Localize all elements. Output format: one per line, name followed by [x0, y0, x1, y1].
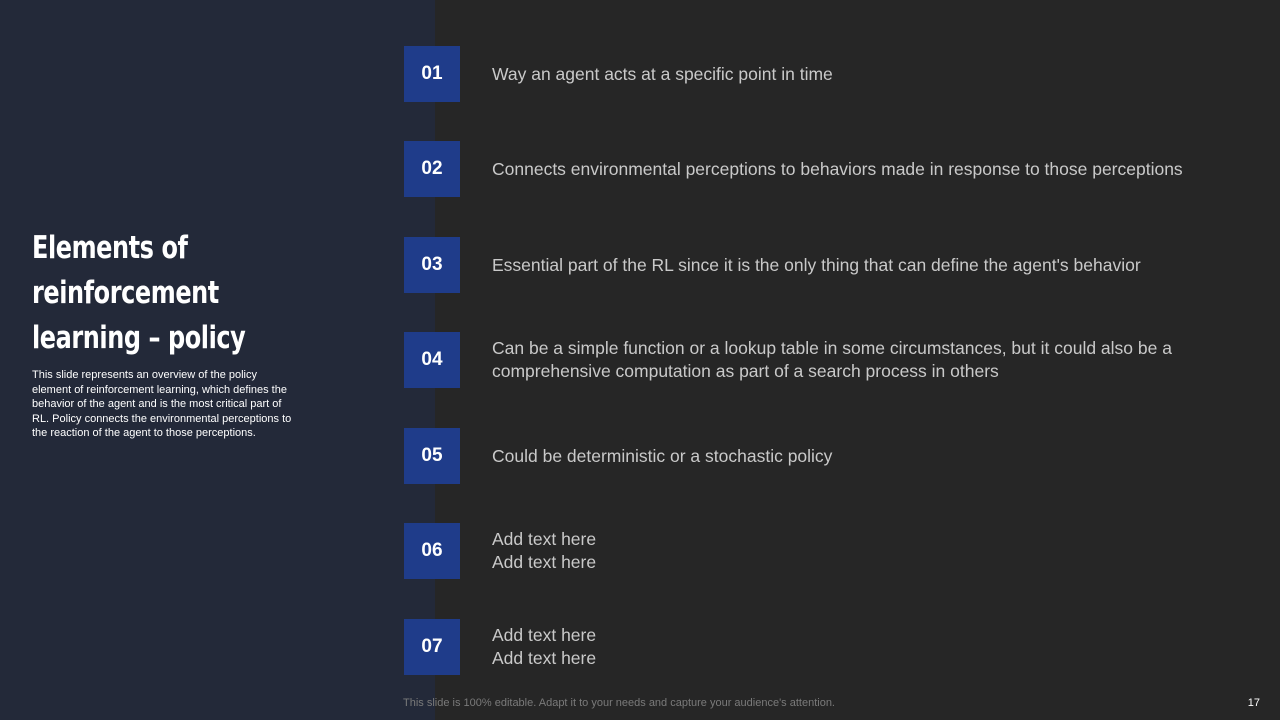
list-item — [404, 141, 1264, 197]
slide-title — [32, 226, 256, 361]
item-text-line: comprehensive computation as part of a search process in others — [492, 361, 999, 381]
item-text-line: Add text here — [492, 648, 597, 668]
number-badge: 01 — [404, 46, 460, 102]
title-line: learning – policy — [32, 320, 246, 356]
number-badge: 06 — [404, 523, 460, 579]
list-item — [404, 46, 1264, 102]
title-line: Elements of — [32, 230, 188, 266]
item-text-line: Add text here — [492, 552, 597, 572]
item-text-line: Add text here — [492, 625, 597, 645]
item-text-line: Way an agent acts at a specific point in time — [492, 63, 833, 84]
number-badge: 07 — [404, 619, 460, 675]
number-badge: 04 — [404, 332, 460, 388]
item-text — [492, 237, 1252, 293]
number-badge: 02 — [404, 141, 460, 197]
number-badge: 05 — [404, 428, 460, 484]
list-item — [404, 619, 1264, 675]
footer-note: This slide is 100% editable. Adapt it to your needs and capture your audience's attention. — [403, 697, 835, 709]
list-item — [404, 523, 1264, 579]
item-text — [492, 141, 1252, 197]
slide-description: This slide represents an overview of the policy element of reinforcement learning, which defines the behavior of the agent and is the most critical part of RL. Policy connects the environmental perceptions to the reaction of the agent to those perceptions. — [32, 369, 292, 439]
item-text-line: Add text here — [492, 529, 597, 549]
item-text — [492, 46, 1252, 102]
number-badge: 03 — [404, 237, 460, 293]
item-text — [492, 619, 1252, 675]
item-text — [492, 523, 1252, 579]
item-text-line: Essential part of the RL since it is the only thing that can define the agent's behavior — [492, 254, 1141, 275]
item-text-line: Connects environmental perceptions to behaviors made in response to those perceptions — [492, 158, 1183, 179]
item-text — [492, 428, 1252, 484]
item-text-line: Could be deterministic or a stochastic policy — [492, 445, 833, 466]
item-text — [492, 332, 1252, 388]
item-text-line: Can be a simple function or a lookup table in some circumstances, but it could also be a — [492, 338, 1172, 358]
left-panel — [0, 0, 435, 720]
list-item — [404, 237, 1264, 293]
list-item — [404, 332, 1264, 388]
page-number: 17 — [1247, 697, 1260, 709]
title-line: reinforcement — [32, 275, 219, 311]
list-item — [404, 428, 1264, 484]
